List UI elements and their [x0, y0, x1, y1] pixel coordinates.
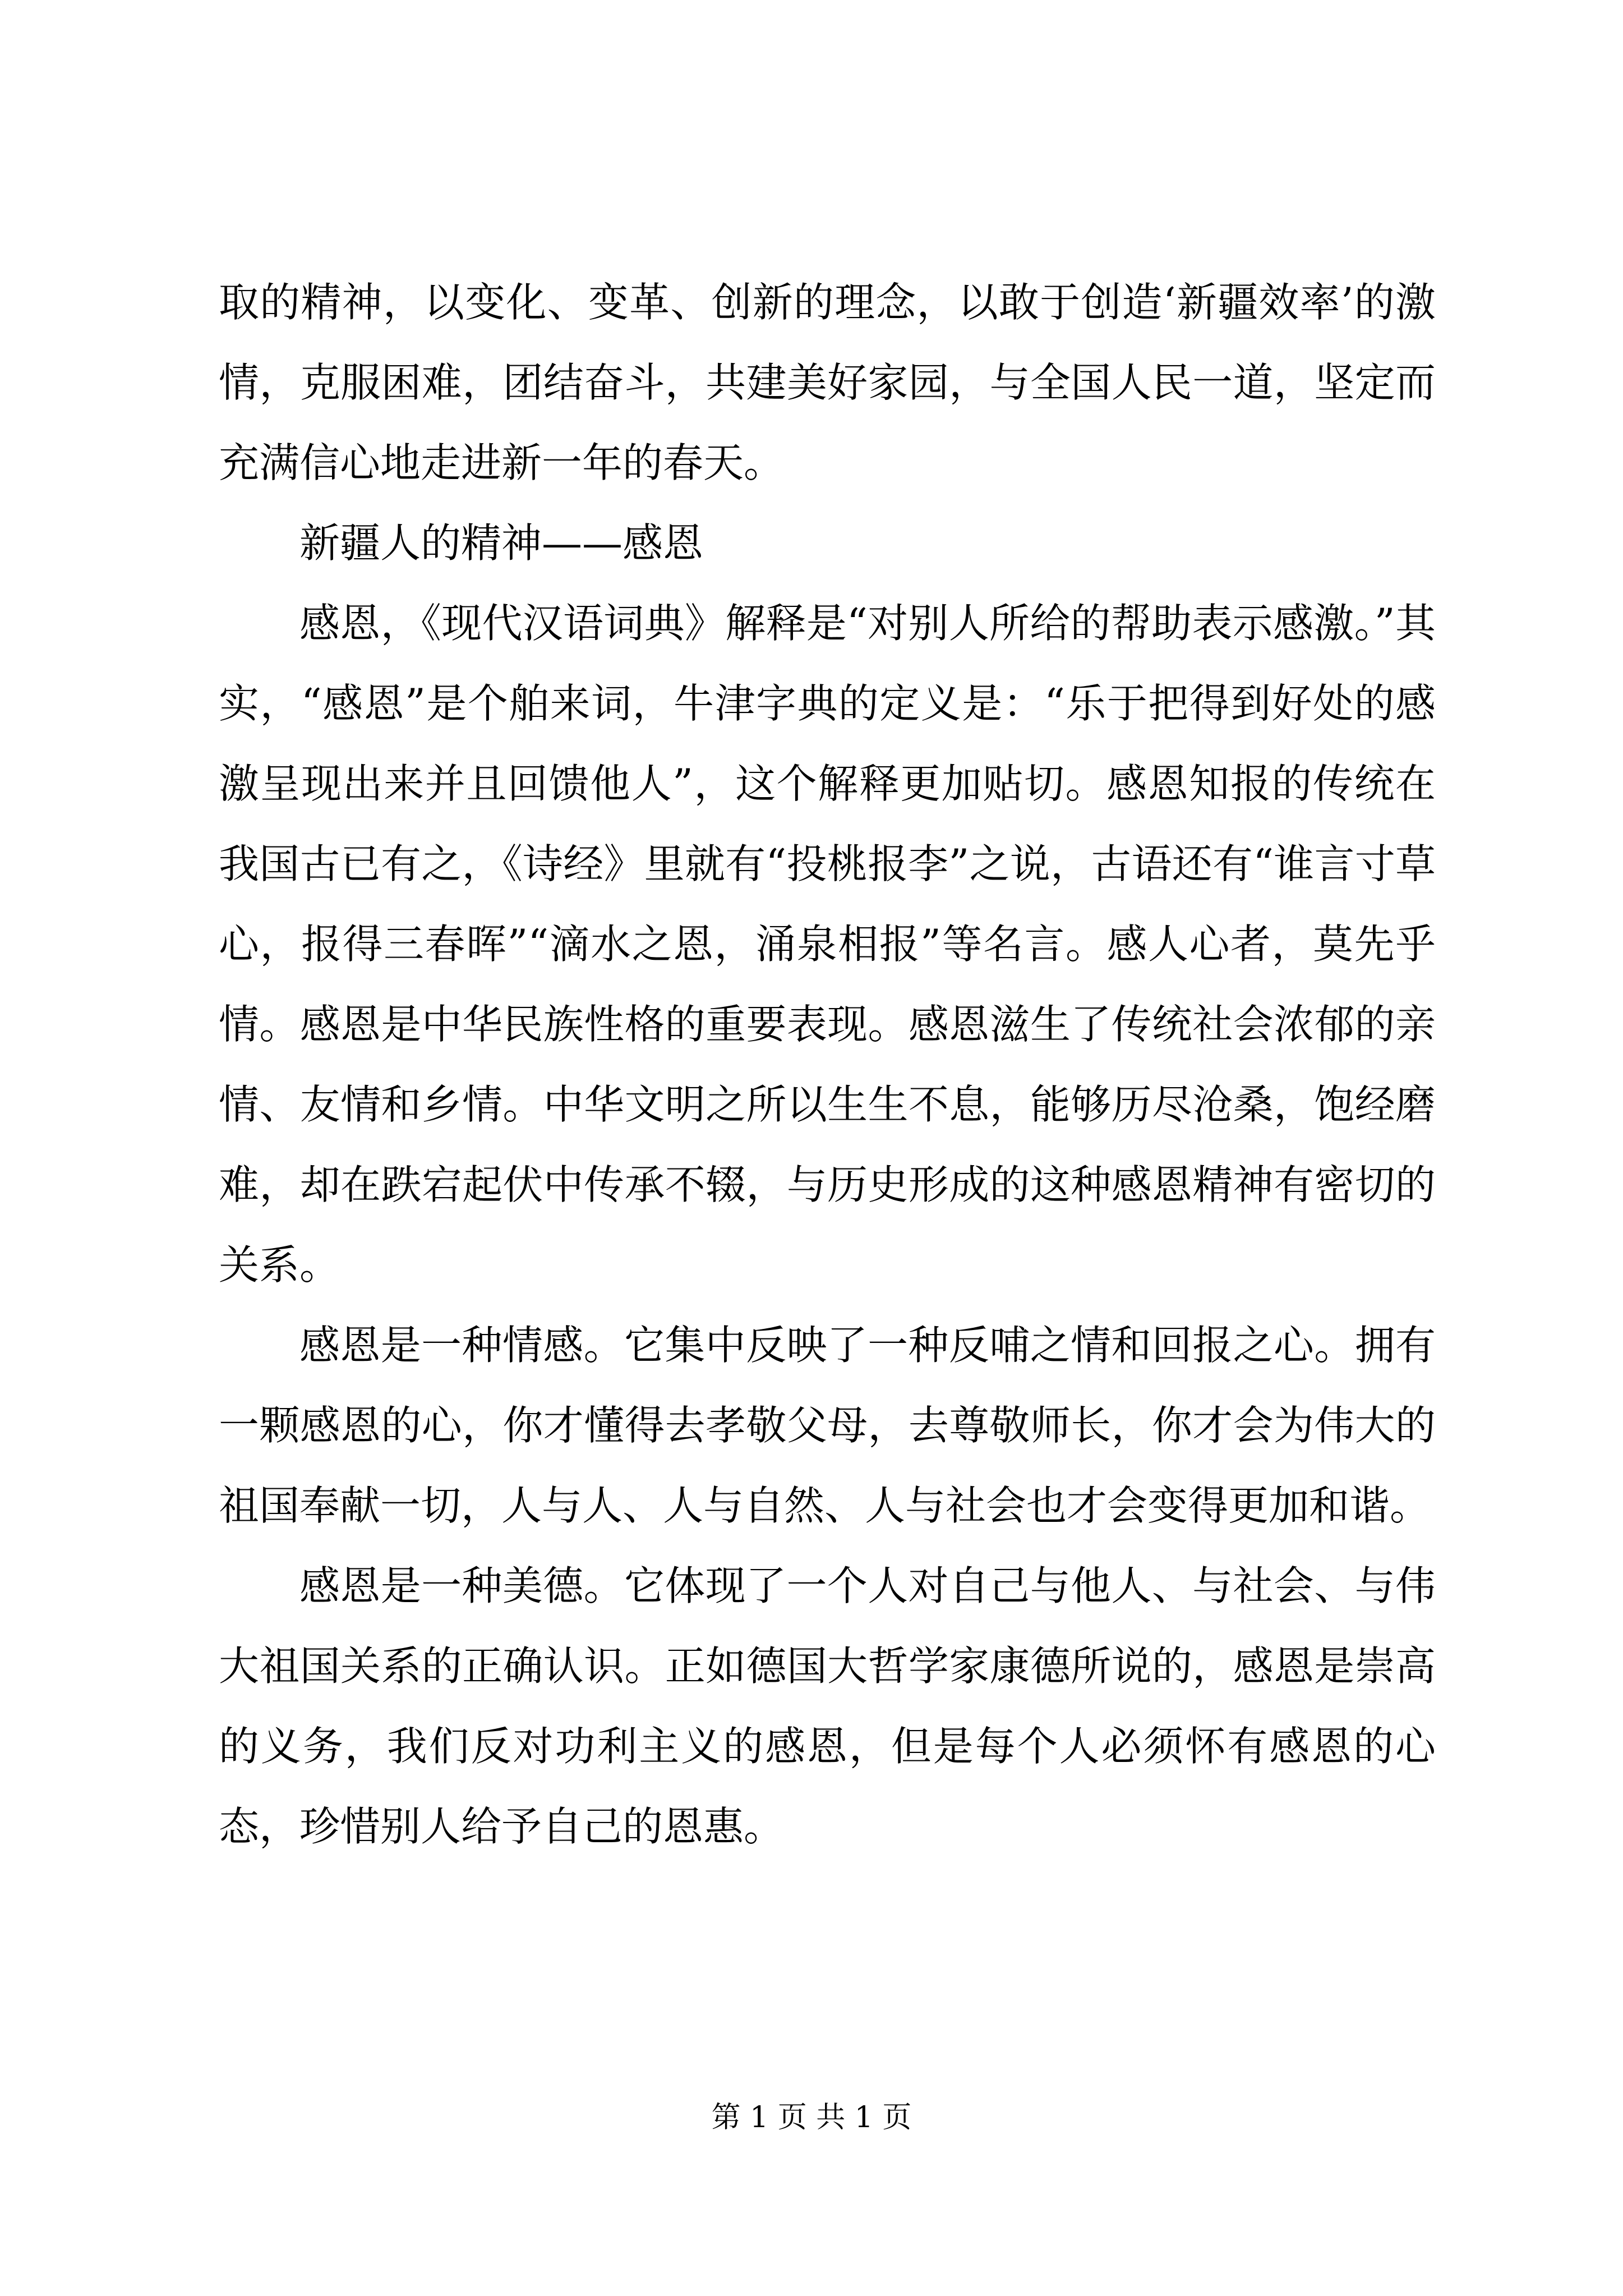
- paragraph-emotion: 感恩是一种情感。它集中反映了一种反哺之情和回报之心。拥有一颗感恩的心，你才懂得去孝敬父母，去尊敬师长，你才会为伟大的祖国奉献一切，人与人、人与自然、人与社会也才会变得更加和谐。: [219, 1322, 1436, 1529]
- section-heading: 新疆人的精神——感恩: [299, 519, 704, 567]
- paragraph-continuation: 取的精神，以变化、变革、创新的理念，以敢于创造‘新疆效率’的激情，克服困难，团结奋斗，共建美好家园，与全国人民一道，坚定而充满信心地走进新一年的春天。: [219, 279, 1436, 486]
- page-number: 第 1 页 共 1 页: [711, 2101, 912, 2134]
- paragraph-definition: 感恩，《现代汉语词典》解释是“对别人所给的帮助表示感激。”其实，“感恩”是个舶来词，牛津字典的定义是：“乐于把得到好处的感激呈现出来并且回馈他人”，这个解释更加贴切。感恩知报的传统在我国古已有之，《诗经》里就有“投桃报李”之说，古语还有“谁言寸草心，报得三春晖”“滴水之恩，涌泉相报”等名言。感人心者，莫先乎情。感恩是中华民族性格的重要表现。感恩滋生了传统社会浓郁的亲情、友情和乡情。中华文明之所以生生不息，能够历尽沧桑，饱经磨难，却在跌宕起伏中传承不辍，与历史形成的这种感恩精神有密切的关系。: [219, 600, 1436, 1289]
- paragraph-virtue: 感恩是一种美德。它体现了一个人对自己与他人、与社会、与伟大祖国关系的正确认识。正如德国大哲学家康德所说的，感恩是崇高的义务，我们反对功利主义的感恩，但是每个人必须怀有感恩的心态，珍惜别人给予自己的恩惠。: [219, 1562, 1436, 1850]
- document-body: [219, 263, 1436, 1867]
- page-footer: [0, 2098, 1623, 2137]
